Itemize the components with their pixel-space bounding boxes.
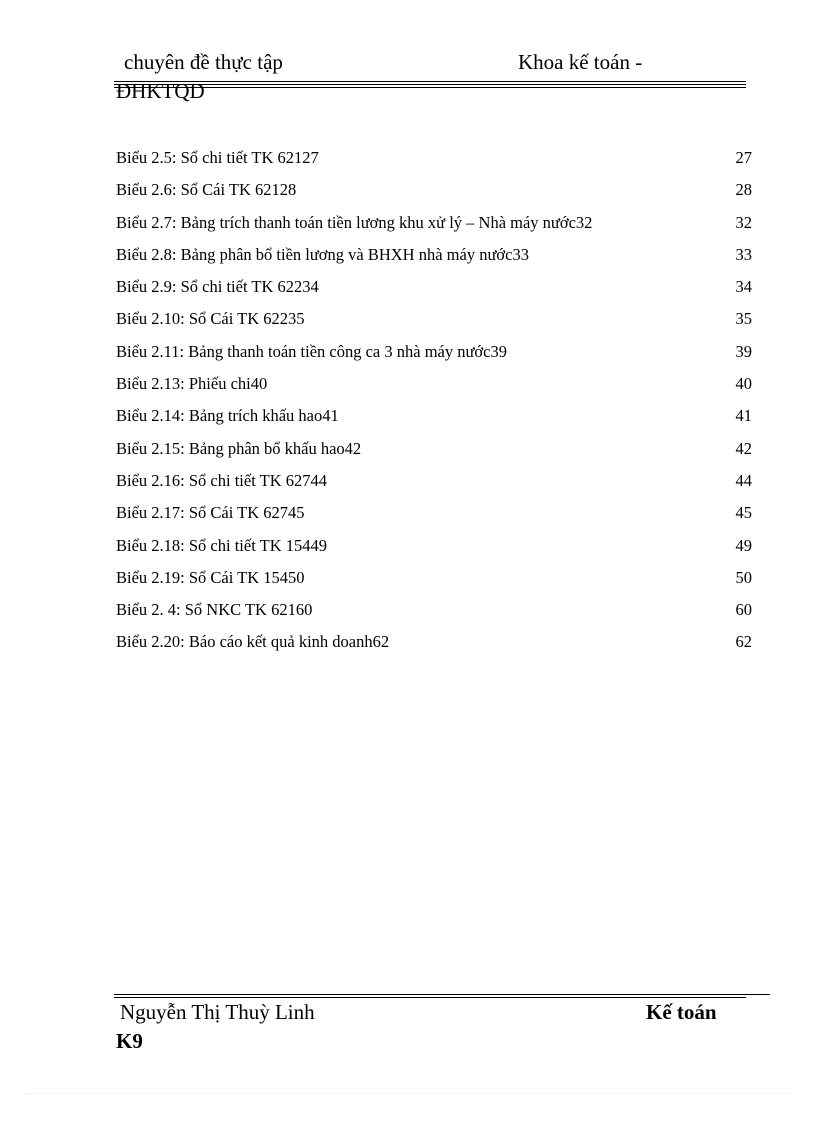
toc-entry[interactable]: [116, 501, 752, 533]
toc-entry-page-number: 32: [735, 212, 752, 232]
toc-entry-label: Biểu 2.14: Bảng trích khấu hao41: [116, 406, 339, 426]
toc-entry-page-number: 45: [735, 503, 752, 523]
toc-entry-page-number: 28: [735, 180, 752, 200]
toc-entry-label: Biểu 2.13: Phiếu chi40: [116, 374, 268, 394]
footer-department: Kế toán: [646, 1000, 717, 1024]
toc-entry[interactable]: [116, 630, 752, 662]
toc-entry[interactable]: [116, 178, 752, 210]
toc-entry-page-number: 60: [735, 600, 752, 620]
toc-entry[interactable]: [116, 275, 752, 307]
toc-entry-label: Biểu 2.18: Sổ chi tiết TK 15449: [116, 535, 327, 555]
toc-entry[interactable]: [116, 307, 752, 339]
toc-entry[interactable]: [116, 340, 752, 372]
toc-entry-label: Biểu 2.8: Bảng phân bổ tiền lương và BHXH nhà máy nước33: [116, 244, 529, 264]
toc-entry-page-number: 42: [735, 438, 752, 458]
toc-entry-label: Biểu 2.17: Sổ Cái TK 62745: [116, 503, 305, 523]
toc-entry-label: Biểu 2.20: Báo cáo kết quả kinh doanh62: [116, 632, 390, 652]
toc-entry-label: Biểu 2.5: Sổ chi tiết TK 62127: [116, 148, 319, 167]
toc-entry-page-number: 62: [735, 632, 752, 652]
toc-entry[interactable]: [116, 534, 752, 566]
toc-entry[interactable]: [116, 598, 752, 630]
toc-entry-page-number: 39: [735, 341, 752, 361]
header-rule: [114, 81, 746, 82]
toc-entry-page-number: 50: [735, 567, 752, 587]
toc-entry-label: Biểu 2.9: Sổ chi tiết TK 62234: [116, 277, 319, 297]
toc-entry-page-number: 34: [735, 277, 752, 297]
toc-entry-page-number: 40: [735, 374, 752, 394]
header-rule: [114, 87, 746, 88]
toc-entry-page-number: 35: [735, 309, 752, 329]
header-left-text: chuyên đề thực tập: [124, 50, 283, 74]
toc-entry-page-number: 49: [735, 535, 752, 555]
toc-entry-label: Biểu 2.16: Sổ chi tiết TK 62744: [116, 470, 327, 490]
toc-entry-label: Biểu 2. 4: Sổ NKC TK 62160: [116, 600, 313, 620]
footer-continuation: K9: [116, 1029, 143, 1053]
toc-entry-label: Biểu 2.10: Sổ Cái TK 62235: [116, 309, 305, 329]
header-rule: [114, 84, 746, 85]
toc-entry-label: Biểu 2.15: Bảng phân bổ khấu hao42: [116, 438, 362, 458]
header-right-text: Khoa kế toán -: [518, 50, 643, 74]
toc-entry-page-number: 27: [735, 148, 752, 167]
toc-entry-label: Biểu 2.19: Sổ Cái TK 15450: [116, 567, 305, 587]
footer-author: Nguyễn Thị Thuỳ Linh: [120, 1000, 315, 1024]
toc-entry-label: Biểu 2.7: Bảng trích thanh toán tiền lương khu xử lý – Nhà máy nước32: [116, 212, 593, 232]
footer-rule: [114, 994, 770, 995]
page-edge-divider: [24, 1093, 794, 1094]
toc-entry[interactable]: [116, 437, 752, 469]
toc-entry-label: Biểu 2.6: Sổ Cái TK 62128: [116, 180, 297, 200]
toc-entry-page-number: 44: [735, 470, 752, 490]
table-of-figures: [116, 146, 752, 663]
footer-rule: [114, 997, 746, 998]
toc-entry[interactable]: [116, 404, 752, 436]
toc-entry-page-number: 41: [735, 406, 752, 426]
toc-entry[interactable]: [116, 372, 752, 404]
toc-entry[interactable]: [116, 146, 752, 178]
toc-entry[interactable]: [116, 469, 752, 501]
header-continuation: ĐHKTQD: [116, 79, 205, 103]
toc-entry-page-number: 33: [735, 244, 752, 264]
toc-entry[interactable]: [116, 211, 752, 243]
toc-entry[interactable]: [116, 566, 752, 598]
toc-entry[interactable]: [116, 243, 752, 275]
toc-entry-label: Biểu 2.11: Bảng thanh toán tiền công ca 3 nhà máy nước39: [116, 341, 507, 361]
